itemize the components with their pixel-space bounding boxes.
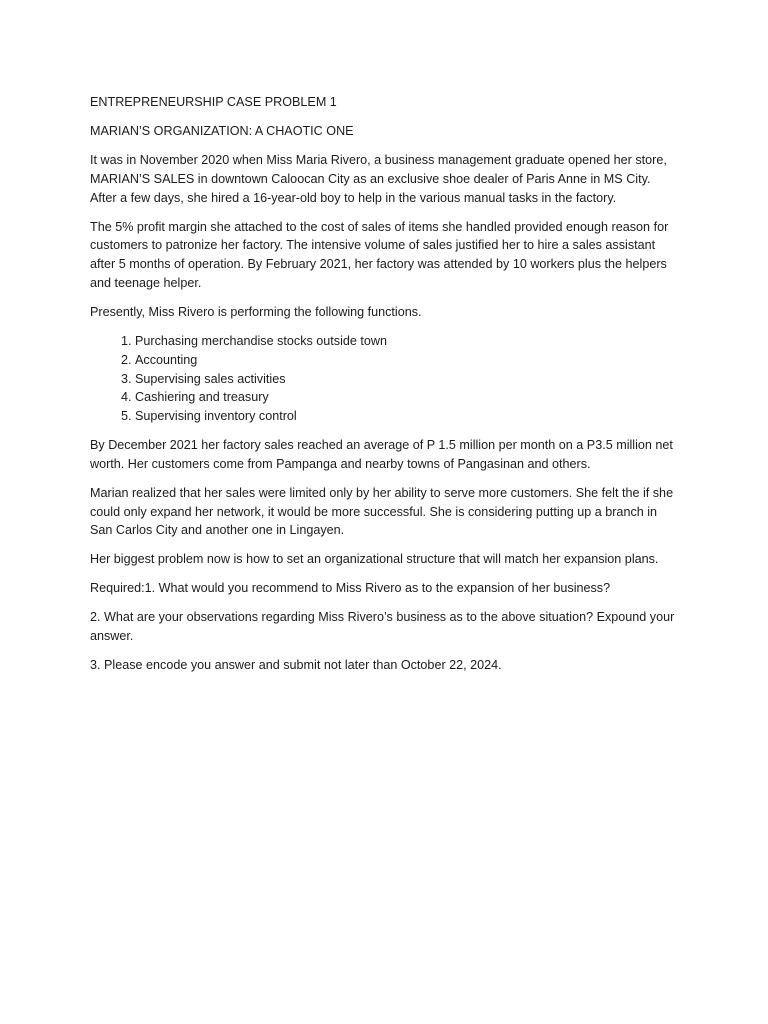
list-item: 3. Supervising sales activities: [135, 370, 678, 389]
paragraph-sales-figures: By December 2021 her factory sales reached an average of P 1.5 million per month on a P3.5 million net worth. Her customers come from Pampanga and nearby towns of Pangasinan and others.: [90, 438, 673, 471]
document-subheading: MARIAN’S ORGANIZATION: A CHAOTIC ONE: [90, 123, 354, 138]
list-item: 2. Accounting: [135, 351, 678, 370]
list-item: 5. Supervising inventory control: [135, 407, 678, 426]
list-item: 1. Purchasing merchandise stocks outside town: [135, 332, 678, 351]
paragraph-profit-margin: The 5% profit margin she attached to the cost of sales of items she handled provided enough reason for customers to patronize her factory. The intensive volume of sales justified her to hire a sales assistant after 5 months of operation. By February 2021, her factory was attended by 10 workers plus the helpers and teenage helper.: [90, 219, 669, 290]
list-item: 4. Cashiering and treasury: [135, 388, 678, 407]
document-body: [90, 93, 678, 685]
question-3: 3. Please encode you answer and submit not later than October 22, 2024.: [90, 658, 502, 673]
document-heading: ENTREPRENEURSHIP CASE PROBLEM 1: [90, 95, 337, 109]
paragraph-expansion: Marian realized that her sales were limited only by her ability to serve more customers. She felt the if she could only expand her network, it would be more successful. She is considering putting up a branch in San Carlos City and another one in Lingayen.: [90, 485, 674, 538]
question-2: 2. What are your observations regarding Miss Rivero’s business as to the above situation? Expound your answer.: [90, 610, 675, 644]
functions-list: [90, 332, 678, 426]
paragraph-functions-intro: Presently, Miss Rivero is performing the following functions.: [90, 304, 422, 319]
paragraph-problem: Her biggest problem now is how to set an organizational structure that will match her expansion plans.: [90, 552, 659, 567]
question-1: Required:1. What would you recommend to Miss Rivero as to the expansion of her business?: [90, 581, 611, 596]
paragraph-intro: It was in November 2020 when Miss Maria Rivero, a business management graduate opened her store, MARIAN’S SALES in downtown Caloocan City as an exclusive shoe dealer of Paris Anne in MS City. After a few days, she hired a 16-year-old boy to help in the various manual tasks in the factory.: [90, 152, 667, 205]
